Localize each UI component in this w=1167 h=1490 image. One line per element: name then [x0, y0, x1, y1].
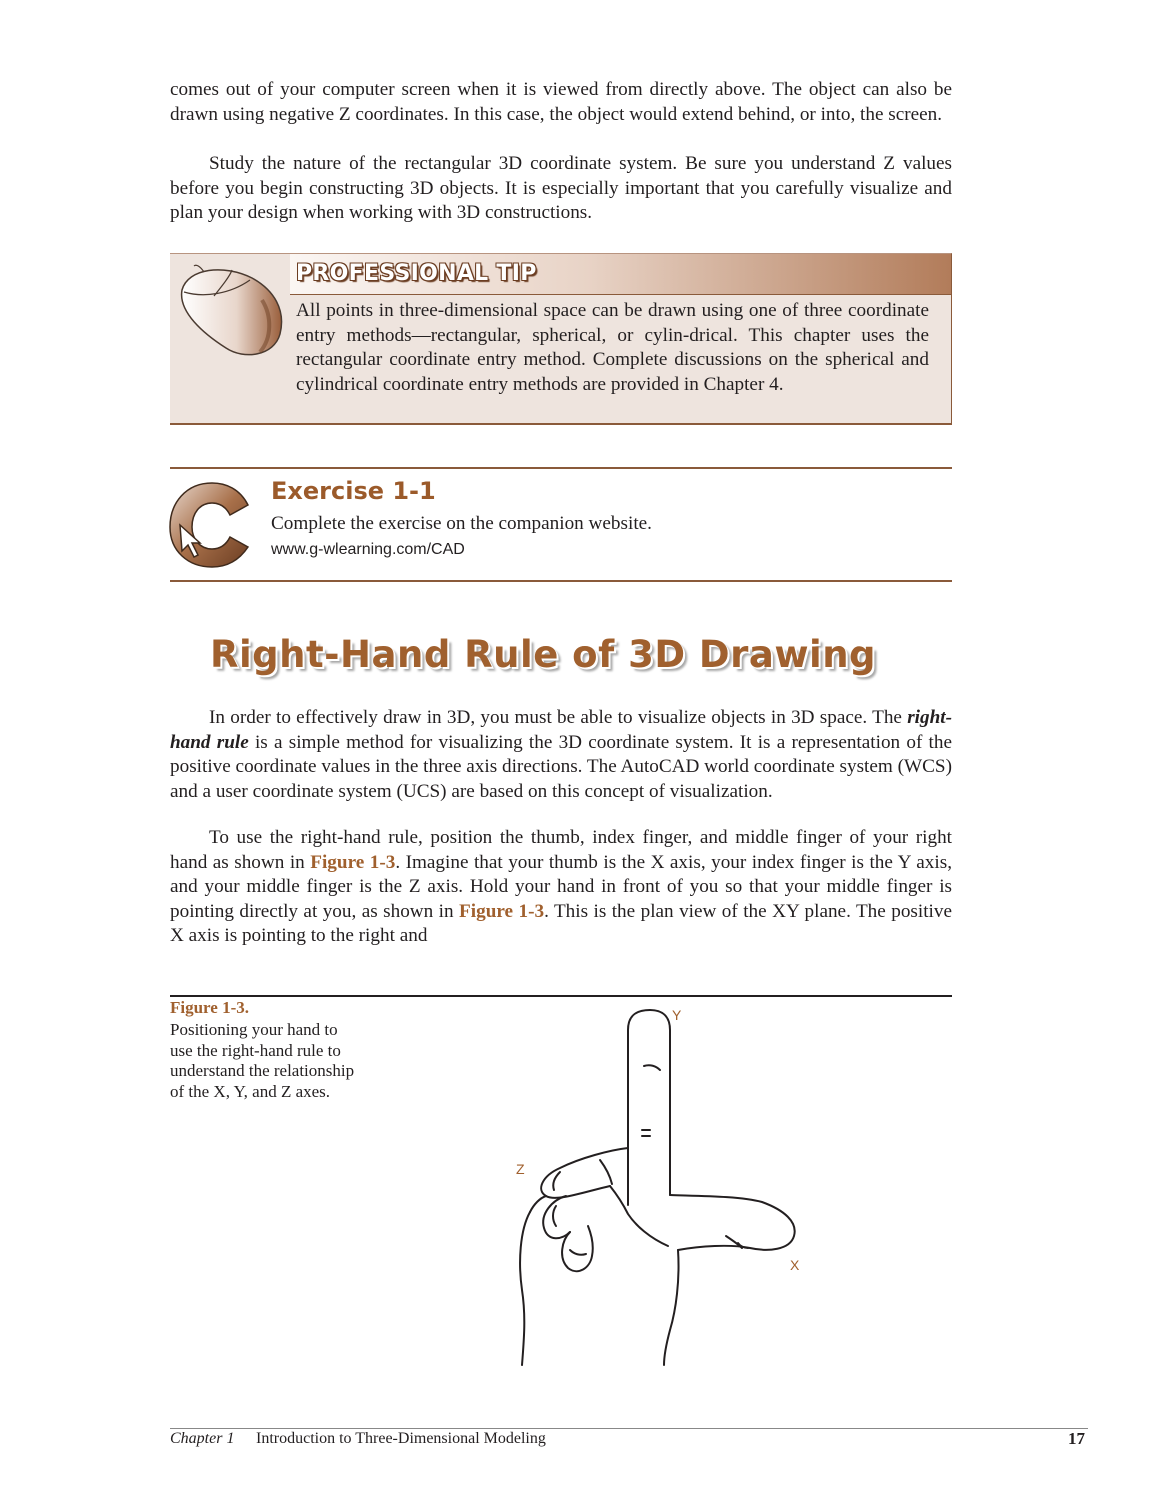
figure-top-rule	[170, 995, 952, 997]
tip-title: PROFESSIONAL TIP	[296, 261, 537, 286]
footer-chapter: Chapter 1	[170, 1430, 235, 1447]
right-hand-illustration	[500, 1000, 820, 1370]
section-paragraph-1	[170, 706, 952, 804]
figure-title: Figure 1-3.	[170, 998, 250, 1017]
section-paragraph-2	[170, 826, 952, 949]
companion-website-c-icon	[160, 475, 260, 575]
figure-reference-link-1[interactable]: Figure 1-3	[310, 851, 396, 873]
professional-tip-box	[170, 253, 952, 425]
footer-chapter-title: Introduction to Three-Dimensional Modeling	[256, 1430, 546, 1447]
exercise-title: Exercise 1-1	[271, 477, 436, 505]
footer-rule	[170, 1428, 1088, 1429]
p2-text-a: To use the right-hand rule, position the thumb, index finger, and middle finger of your right hand as shown in	[170, 827, 952, 873]
exercise-text: Complete the exercise on the companion website.	[271, 513, 652, 534]
intro-paragraph-2: Study the nature of the rectangular 3D coordinate system. Be sure you understand Z values before you begin constructing 3D objects. It is especially important that you carefully visualize and plan your design when working with 3D constructions.	[170, 153, 952, 224]
exercise-url-link[interactable]: www.g-wlearning.com/CAD	[271, 541, 465, 558]
exercise-top-rule	[170, 467, 952, 469]
x-axis-label: X	[790, 1257, 800, 1273]
intro-paragraph-1: comes out of your computer screen when it is viewed from directly above. The object can also be drawn using negative Z coordinates. In this case, the object would extend behind, or into, the screen.	[170, 79, 952, 125]
y-axis-label: Y	[672, 1007, 682, 1023]
figure-reference-link-2[interactable]: Figure 1-3	[459, 900, 545, 922]
p1-text-after: is a simple method for visualizing the 3D coordinate system. It is a representation of the positive coordinate values in the three axis directions. The AutoCAD world coordinate system (WCS) and a user coordinate system (UCS) are based on this concept of visualization.	[170, 731, 952, 802]
z-axis-label: Z	[516, 1161, 525, 1177]
mouse-icon	[174, 260, 294, 370]
p1-text-before: In order to effectively draw in 3D, you must be able to visualize objects in 3D space. The	[209, 707, 908, 728]
p2-text-b: . Imagine that your thumb is the X axis, your index finger is the Y axis, and your middle finger is the Z axis. Hold your hand in front of you so that your middle finger is pointing directly at you, as shown in	[170, 851, 952, 922]
exercise-bottom-rule	[170, 580, 952, 582]
page-number: 17	[1068, 1429, 1085, 1448]
figure-caption: Positioning your hand to use the right-hand rule to understand the relationship of the X, Y, and Z axes.	[170, 1020, 355, 1101]
right-hand-rule-term: right-hand rule	[170, 707, 952, 753]
tip-text: All points in three-dimensional space can be drawn using one of three coordinate entry methods—rectangular, spherical, or cylin-drical. This chapter uses the rectangular coordinate entry method. Complete discussions on the spherical and cylindrical coordinate entry methods are provided in Chapter 4.	[296, 300, 929, 395]
p2-text-c: . This is the plan view of the XY plane. The positive X axis is pointing to the right and	[170, 900, 952, 947]
section-heading: Right-Hand Rule of 3D Drawing	[210, 633, 877, 676]
